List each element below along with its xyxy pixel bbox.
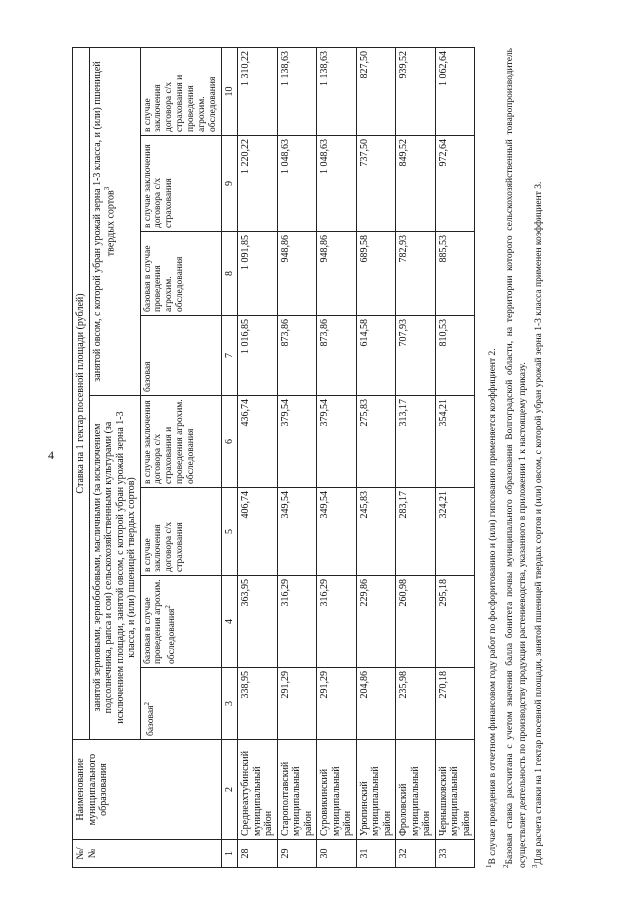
rate-value: 349,54	[317, 488, 357, 576]
rate-value: 614,58	[356, 316, 396, 396]
header-sub-a-3: в случае заключения договора с/х страхования	[140, 488, 221, 576]
rate-value: 295,18	[435, 576, 475, 668]
district-name: Фроловский муниципальный район	[396, 740, 436, 840]
rate-value: 1 091,85	[238, 232, 278, 316]
rate-value: 885,53	[435, 232, 475, 316]
district-name: Чернышковский муниципальный район	[435, 740, 475, 840]
header-sub-b-4: в случае заключения договора с/х страхования и проведения агрохим. обследования	[140, 47, 221, 135]
table-row	[317, 47, 357, 867]
rate-value: 948,86	[317, 232, 357, 316]
footnote-2: $^2$Базовая ставка рассчитана с учетом значения балла бонитета почвы муниципального образования Волгоградской области, на территории которого сельскохозяйственный товаропроизводитель осуществляет деятельность по производству продукции растениеводства, указанного в приложении 1 к настоящему приказу.	[502, 48, 528, 868]
rate-value: 313,17	[396, 396, 436, 488]
rate-value: 1 048,63	[317, 136, 357, 232]
table-row	[277, 47, 317, 867]
column-number-4: 4	[221, 576, 238, 668]
rate-value: 782,93	[396, 232, 436, 316]
row-number: 28	[238, 840, 278, 868]
rate-value: 1 220,22	[238, 136, 278, 232]
header-group-b: занятой овсом, с которой убран урожай зерна 1-3 класса, и (или) пшеницей твердых сортов$^3$	[89, 47, 140, 395]
row-number: 29	[277, 840, 317, 868]
footnote-1: $^1$В случае проведения в отчетном финансовом году работ по фосфоритованию и (или) гипсованию применяется коэффициент 2.	[485, 348, 499, 868]
column-number-9: 9	[221, 136, 238, 232]
rate-value: 316,29	[317, 576, 357, 668]
footnotes	[485, 48, 546, 868]
rate-value: 235,98	[396, 668, 436, 740]
district-name: Старополтавский муниципальный район	[277, 740, 317, 840]
header-rate-title: Ставка на 1 гектар посевной площади (рублей)	[73, 47, 90, 739]
rate-value: 810,53	[435, 316, 475, 396]
footnote-3: $^3$Для расчета ставки на 1 гектар посевной площади, занятой пшеницей твердых сортов и (или) овсом, с которой убран урожай зерна 1-3 класса применен коэффициент 3.	[531, 181, 545, 868]
rate-value: 849,52	[396, 136, 436, 232]
rate-value: 260,98	[396, 576, 436, 668]
rate-value: 270,18	[435, 668, 475, 740]
district-name: Урюпинский муниципальный район	[356, 740, 396, 840]
rotated-page-content	[72, 38, 592, 868]
rate-value: 354,21	[435, 396, 475, 488]
header-no: №/№	[73, 840, 222, 868]
row-number: 33	[435, 840, 475, 868]
table-body	[238, 47, 475, 867]
rate-value: 291,29	[317, 668, 357, 740]
rate-value: 948,86	[277, 232, 317, 316]
table-row	[435, 47, 475, 867]
rate-value: 363,95	[238, 576, 278, 668]
rate-value: 379,54	[317, 396, 357, 488]
column-number-7: 7	[221, 316, 238, 396]
district-name: Среднеахтубинский муниципальный район	[238, 740, 278, 840]
rate-value: 1 138,63	[317, 47, 357, 135]
row-number: 32	[396, 840, 436, 868]
rate-value: 436,74	[238, 396, 278, 488]
rate-value: 873,86	[277, 316, 317, 396]
rate-value: 229,86	[356, 576, 396, 668]
rate-value: 275,83	[356, 396, 396, 488]
row-number: 31	[356, 840, 396, 868]
rate-value: 1 062,64	[435, 47, 475, 135]
column-number-6: 6	[221, 396, 238, 488]
column-number-10: 10	[221, 47, 238, 135]
header-name: Наименование муниципального образования	[73, 740, 222, 840]
rate-value: 1 310,22	[238, 47, 278, 135]
page-number: 4	[48, 448, 54, 462]
header-sub-b-1: базовая	[140, 316, 221, 396]
rate-value: 245,83	[356, 488, 396, 576]
rate-value: 406,74	[238, 488, 278, 576]
header-column-numbers	[221, 47, 238, 867]
column-number-8: 8	[221, 232, 238, 316]
rate-value: 204,86	[356, 668, 396, 740]
district-name: Суровикинский муниципальный район	[317, 740, 357, 840]
rate-value: 1 138,63	[277, 47, 317, 135]
column-number-2: 2	[221, 740, 238, 840]
rate-value: 1 016,85	[238, 316, 278, 396]
header-sub-a-4: в случае заключения договора с/х страхования и проведения агрохим. обследования	[140, 396, 221, 488]
column-number-5: 5	[221, 488, 238, 576]
rate-value: 737,50	[356, 136, 396, 232]
row-number: 30	[317, 840, 357, 868]
rate-value: 379,54	[277, 396, 317, 488]
rate-value: 707,93	[396, 316, 436, 396]
rate-value: 324,21	[435, 488, 475, 576]
rate-value: 338,95	[238, 668, 278, 740]
table-row	[356, 47, 396, 867]
header-sub-b-3: в случае заключения договора с/х страхования	[140, 136, 221, 232]
rate-value: 349,54	[277, 488, 317, 576]
rate-value: 316,29	[277, 576, 317, 668]
column-number-1: 1	[221, 840, 238, 868]
table-row	[238, 47, 278, 867]
column-number-3: 3	[221, 668, 238, 740]
header-sub-a-1: базовая$^2$	[140, 668, 221, 740]
rate-value: 291,29	[277, 668, 317, 740]
rate-value: 283,17	[396, 488, 436, 576]
table-row	[396, 47, 436, 867]
rate-value: 939,52	[396, 47, 436, 135]
header-sub-b-2: базовая в случае проведения агрохим. обследования	[140, 232, 221, 316]
rate-value: 689,58	[356, 232, 396, 316]
header-group-a: занятой зерновыми, зернобобовыми, масличными (за исключением подсолнечника, рапса и сои) сельскохозяйственными культурами (за исключением площади, занятой овсом, с которой убран урожай зерна 1-3 класса, и (или) пшеницей твердых сортов)	[89, 396, 140, 740]
rate-value: 1 048,63	[277, 136, 317, 232]
rates-table	[72, 47, 475, 868]
rate-value: 972,64	[435, 136, 475, 232]
rate-value: 827,50	[356, 47, 396, 135]
rate-value: 873,86	[317, 316, 357, 396]
header-sub-a-2: базовая в случае проведения агрохим. обследования$^2$	[140, 576, 221, 668]
